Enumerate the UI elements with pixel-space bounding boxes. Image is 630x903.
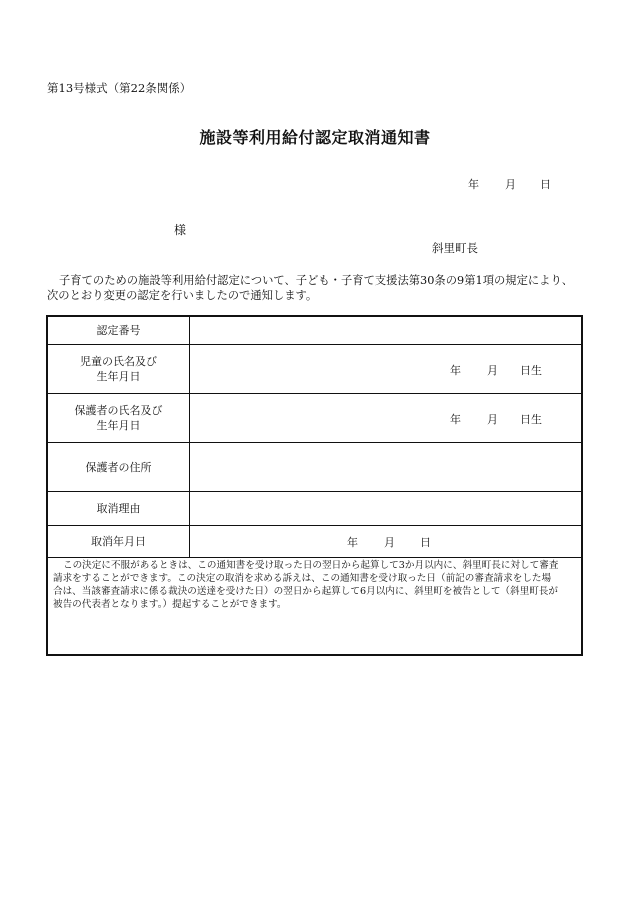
row-address bbox=[48, 443, 581, 492]
cancel-month: 月 bbox=[384, 536, 395, 549]
cancel-date-label: 取消年月日 bbox=[48, 526, 190, 557]
address-label: 保護者の住所 bbox=[48, 443, 190, 491]
reason-label: 取消理由 bbox=[48, 492, 190, 525]
row-cert-number bbox=[48, 317, 581, 345]
child-birth-day: 日生 bbox=[520, 364, 542, 377]
issuer-name: 斜里町長 bbox=[432, 241, 478, 255]
intro-line: 子育てのための施設等利用給付認定について、子ども・子育て支援法第30条の9第1項の規定により、 bbox=[59, 274, 574, 287]
notification-table bbox=[46, 315, 583, 656]
row-child bbox=[48, 345, 581, 394]
issue-month-label: 月 bbox=[505, 178, 516, 191]
document-title: 施設等利用給付認定取消通知書 bbox=[199, 128, 431, 147]
child-label-line: 生年月日 bbox=[96, 370, 141, 383]
notice-line: 請求をすることができます。この決定の取消を求める訴えは、この通知書を受け取った日（前記の審査請求をした場 bbox=[53, 573, 552, 584]
guardian-label-line: 生年月日 bbox=[96, 419, 141, 432]
guardian-label bbox=[48, 394, 190, 442]
form-number-label: 第13号様式（第22条関係） bbox=[47, 81, 192, 95]
appeal-notice bbox=[53, 559, 578, 611]
child-birth-year: 年 bbox=[450, 364, 461, 377]
intro-paragraph bbox=[47, 273, 587, 303]
row-cancel-date bbox=[48, 526, 581, 558]
cert-number-label: 認定番号 bbox=[48, 317, 190, 344]
guardian-birth-year: 年 bbox=[450, 413, 461, 426]
cancel-day: 日 bbox=[420, 536, 431, 549]
notice-line: 被告の代表者となります。）提起することができます。 bbox=[53, 599, 287, 610]
cancel-date-field[interactable] bbox=[190, 526, 581, 557]
guardian-label-line: 保護者の氏名及び bbox=[74, 404, 163, 417]
cert-number-field[interactable] bbox=[190, 317, 581, 344]
child-birth-month: 月 bbox=[487, 364, 498, 377]
row-reason bbox=[48, 492, 581, 526]
address-field[interactable] bbox=[190, 443, 581, 491]
intro-line: 次のとおり変更の認定を行いましたので通知します。 bbox=[47, 289, 318, 302]
notice-line: この決定に不服があるときは、この通知書を受け取った日の翌日から起算して3か月以内に、斜里町長に対して審査 bbox=[63, 560, 559, 571]
guardian-field[interactable] bbox=[190, 394, 581, 442]
child-field[interactable] bbox=[190, 345, 581, 393]
guardian-birth-day: 日生 bbox=[520, 413, 542, 426]
addressee-suffix: 様 bbox=[174, 223, 187, 237]
reason-field[interactable] bbox=[190, 492, 581, 525]
issue-year-label: 年 bbox=[468, 178, 479, 191]
child-label-line: 児童の氏名及び bbox=[80, 355, 157, 368]
notice-line: 合は、当該審査請求に係る裁決の送達を受けた日）の翌日から起算して6月以内に、斜里町を被告として（斜里町長が bbox=[53, 586, 558, 597]
row-guardian bbox=[48, 394, 581, 443]
guardian-birth-month: 月 bbox=[487, 413, 498, 426]
issue-day-label: 日 bbox=[540, 178, 551, 191]
child-label bbox=[48, 345, 190, 393]
cancel-year: 年 bbox=[347, 536, 358, 549]
